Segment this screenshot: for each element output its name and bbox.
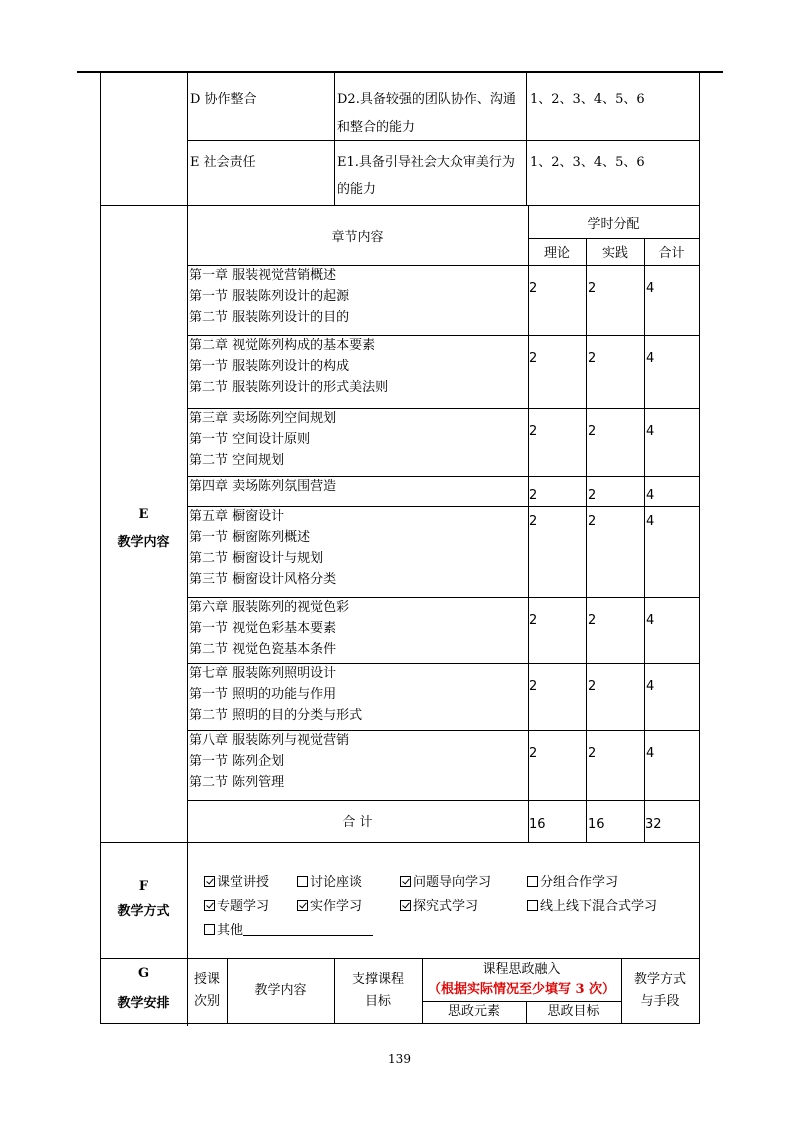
goal-header-line: 支撑课程 (351, 972, 404, 987)
chapter-total-hours: 4 (646, 514, 655, 529)
objective-items: 1、2、3、4、5、6 (530, 155, 645, 170)
chapter-line: 第一节 服装陈列设计的起源 (189, 289, 350, 304)
chapter-line: 第三节 橱窗设计风格分类 (189, 572, 337, 587)
chapter-theory-hours: 2 (529, 613, 538, 628)
method-label: 讨论座谈 (310, 875, 363, 890)
chapter-line: 第二章 视觉陈列构成的基本要素 (189, 338, 376, 353)
checked-checkbox-icon[interactable] (204, 900, 215, 911)
chapter-line: 第一节 空间设计原则 (189, 432, 311, 447)
chapter-practice-hours: 2 (588, 514, 597, 529)
chapter-line: 第二节 空间规划 (189, 453, 285, 468)
chapter-total-hours: 4 (646, 488, 655, 503)
chapter-theory-hours: 2 (529, 514, 538, 529)
checked-checkbox-icon[interactable] (204, 876, 215, 887)
chapter-line: 第一节 陈列企划 (189, 754, 285, 769)
objective-desc-line: 和整合的能力 (337, 120, 416, 135)
chapter-theory-hours: 2 (529, 424, 538, 439)
content-header: 教学内容 (254, 983, 307, 998)
ideology-target-header: 思政目标 (547, 1004, 600, 1019)
chapter-total-hours: 4 (646, 613, 655, 628)
table-line (586, 238, 587, 842)
objective-items: 1、2、3、4、5、6 (530, 92, 645, 107)
table-line (644, 238, 645, 842)
chapter-practice-hours: 2 (588, 281, 597, 296)
hours-header: 学时分配 (587, 217, 640, 232)
chapter-line: 第二节 服装陈列设计的形式美法则 (189, 380, 389, 395)
method-option[interactable] (400, 873, 491, 893)
session-header-line: 授课 (193, 972, 220, 987)
chapter-total-hours: 4 (646, 424, 655, 439)
chapter-line: 第五章 橱窗设计 (189, 509, 285, 524)
method-option[interactable] (527, 873, 618, 893)
table-line (100, 1023, 699, 1024)
chapter-practice-hours: 2 (588, 746, 597, 761)
method-label: 探究式学习 (413, 899, 479, 914)
chapter-theory-hours: 2 (529, 679, 538, 694)
ideology-header: 课程思政融入 (482, 962, 561, 977)
method-label: 专题学习 (217, 899, 270, 914)
checked-checkbox-icon[interactable] (297, 900, 308, 911)
unchecked-checkbox-icon[interactable] (527, 900, 538, 911)
ideology-note: （根据实际情况至少填写 3 次） (427, 982, 616, 997)
objective-desc-line: D2.具备较强的团队协作、沟通 (337, 92, 516, 107)
section-e-letter: E (138, 507, 149, 522)
chapter-line: 第三章 卖场陈列空间规划 (189, 411, 337, 426)
method-label: 实作学习 (310, 899, 363, 914)
chapter-theory-hours: 2 (529, 746, 538, 761)
chapter-line: 第二节 陈列管理 (189, 775, 285, 790)
chapter-total-hours: 4 (646, 679, 655, 694)
table-line (187, 140, 699, 141)
method-option[interactable] (297, 873, 362, 893)
chapter-practice-hours: 2 (588, 613, 597, 628)
unchecked-checkbox-icon[interactable] (297, 876, 308, 887)
sum-total: 32 (645, 817, 662, 832)
chapter-practice-hours: 2 (588, 679, 597, 694)
chapter-total-hours: 4 (646, 351, 655, 366)
chapter-theory-hours: 2 (529, 351, 538, 366)
sum-practice: 16 (588, 817, 605, 832)
table-border-right (699, 73, 700, 1024)
method-label: 课堂讲授 (217, 875, 270, 890)
section-f-title: 教学方式 (117, 904, 170, 919)
chapter-total-hours: 4 (646, 746, 655, 761)
other-blank-line[interactable] (243, 921, 373, 936)
method-option[interactable] (297, 897, 362, 917)
checked-checkbox-icon[interactable] (400, 900, 411, 911)
method-option[interactable] (204, 897, 269, 917)
goal-header-line: 目标 (364, 994, 391, 1009)
method-option[interactable] (400, 897, 478, 917)
table-line (528, 238, 699, 239)
chapter-practice-hours: 2 (588, 351, 597, 366)
chapter-line: 第六章 服装陈列的视觉色彩 (189, 600, 350, 615)
table-line (334, 958, 335, 1024)
checked-checkbox-icon[interactable] (400, 876, 411, 887)
method-label: 其他 (217, 923, 244, 938)
method-option[interactable] (204, 873, 269, 893)
chapter-line: 第一节 橱窗陈列概述 (189, 530, 311, 545)
chapter-line: 第二节 橱窗设计与规划 (189, 551, 324, 566)
method-label: 线上线下混合式学习 (540, 899, 658, 914)
method-label: 问题导向学习 (413, 875, 492, 890)
chapter-header: 章节内容 (331, 230, 384, 245)
chapter-theory-hours: 2 (529, 281, 538, 296)
unchecked-checkbox-icon[interactable] (204, 924, 215, 935)
chapter-line: 第八章 服装陈列与视觉营销 (189, 733, 350, 748)
method-option[interactable] (204, 921, 373, 941)
chapter-line: 第七章 服装陈列照明设计 (189, 666, 337, 681)
page-number: 139 (388, 1052, 411, 1066)
theory-header: 理论 (543, 246, 570, 261)
chapter-line: 第一章 服装视觉营销概述 (189, 268, 337, 283)
session-header-line: 次别 (193, 994, 220, 1009)
method-option[interactable] (527, 897, 657, 917)
table-line (621, 958, 622, 1024)
chapter-total-hours: 4 (646, 281, 655, 296)
chapter-line: 第四章 卖场陈列氛围营造 (189, 479, 337, 494)
objective-desc-line: E1.具备引导社会大众审美行为 (337, 155, 515, 170)
chapter-line: 第二节 视觉色瓷基本条件 (189, 642, 337, 657)
method-header-line: 教学方式 (633, 972, 686, 987)
sum-label: 合 计 (342, 815, 373, 830)
method-header-line: 与手段 (640, 994, 680, 1009)
section-f-letter: F (138, 879, 149, 894)
table-line (526, 73, 527, 205)
table-line (100, 205, 699, 206)
objective-category: E 社会责任 (190, 155, 256, 170)
chapter-practice-hours: 2 (588, 488, 597, 503)
section-e-title: 教学内容 (117, 535, 170, 550)
chapter-line: 第一节 服装陈列设计的构成 (189, 359, 350, 374)
sum-theory: 16 (529, 817, 546, 832)
header-rule (77, 71, 723, 73)
objective-category: D 协作整合 (190, 92, 257, 107)
table-line (100, 842, 699, 843)
table-line (334, 73, 335, 205)
table-line (187, 73, 188, 1026)
table-line (187, 800, 699, 801)
method-label: 分组合作学习 (540, 875, 619, 890)
chapter-line: 第二节 服装陈列设计的目的 (189, 310, 350, 325)
practice-header: 实践 (601, 246, 628, 261)
table-line (100, 958, 699, 959)
objective-desc-line: 的能力 (337, 182, 377, 197)
chapter-line: 第一节 照明的功能与作用 (189, 687, 337, 702)
section-g-title: 教学安排 (117, 996, 170, 1011)
chapter-theory-hours: 2 (529, 488, 538, 503)
chapter-line: 第二节 照明的目的分类与形式 (189, 708, 363, 723)
section-g-letter: G (137, 966, 150, 981)
total-header: 合计 (658, 246, 685, 261)
chapter-practice-hours: 2 (588, 424, 597, 439)
unchecked-checkbox-icon[interactable] (527, 876, 538, 887)
ideology-element-header: 思政元素 (447, 1004, 500, 1019)
chapter-line: 第一节 视觉色彩基本要素 (189, 621, 337, 636)
